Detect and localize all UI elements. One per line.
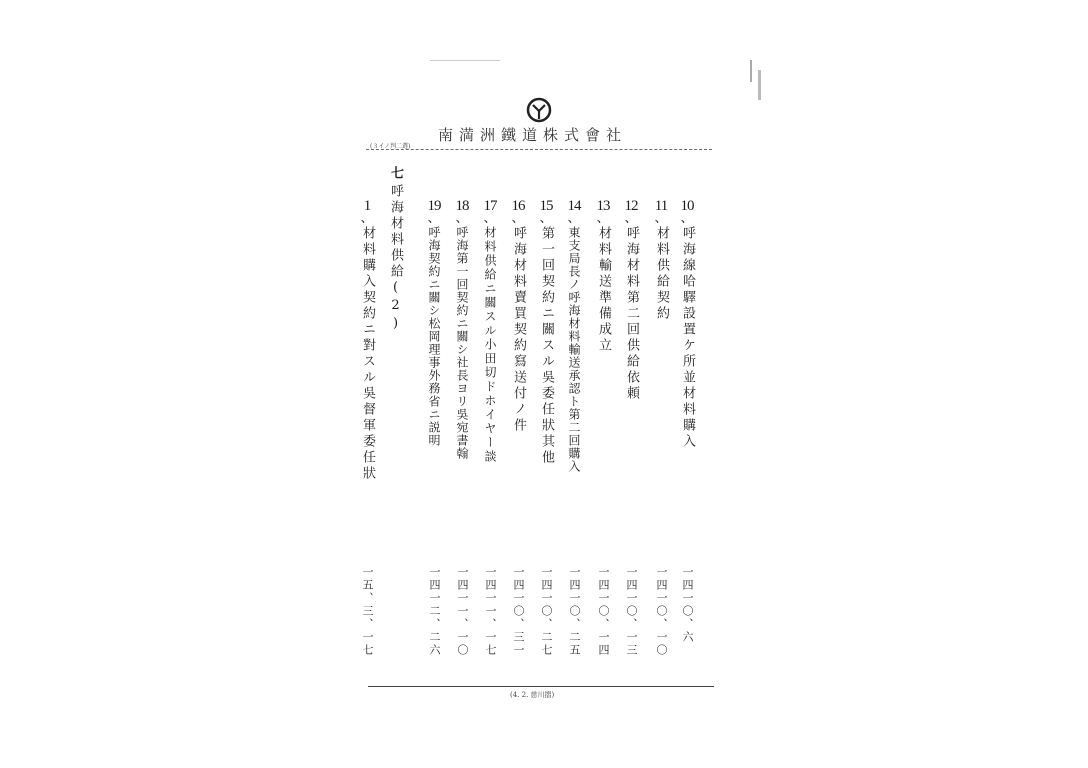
- entry-title: 材料購入契約ニ對スル吳督軍委任狀: [360, 226, 375, 482]
- entry-number: 12: [624, 198, 638, 214]
- entry-14: [563, 198, 585, 473]
- entry-title: 材料輸送準備成立: [596, 226, 611, 354]
- entry-title: 呼海契約ニ關シ松岡理事外務省ニ説明: [427, 226, 441, 447]
- page-ref-16: 一四一〇、三一: [512, 566, 525, 657]
- entry-comma: 、: [680, 211, 694, 226]
- page-ref-17: 一四一一、一七: [484, 566, 497, 657]
- entry-comma: 、: [596, 211, 610, 226]
- section-title: 呼海材料供給(2): [388, 184, 403, 334]
- entry-title: 呼海線哈驛設置ケ所並材料購入: [680, 226, 695, 450]
- section-prefix: 七: [388, 166, 403, 182]
- entry-title: 呼海材料第二回供給依頼: [624, 226, 639, 402]
- page-ref-19: 一四一二、二六: [428, 566, 441, 657]
- entry-title: 第一回契約ニ關スル吳委任狀其他: [539, 226, 554, 466]
- entry-number: 16: [511, 198, 525, 214]
- entry-comma: 、: [427, 211, 441, 226]
- entry-11: [650, 198, 672, 322]
- page-ref-11: 一四一〇、一〇: [655, 566, 668, 657]
- entry-title: 材料供給契約: [654, 226, 669, 322]
- page-ref-18: 一四一一、一〇: [456, 566, 469, 657]
- entry-17: [479, 198, 501, 464]
- entry-comma: 、: [624, 211, 638, 226]
- footer-rule: [368, 686, 714, 687]
- entry-number: 18: [455, 198, 469, 214]
- entry-12: [620, 198, 642, 402]
- page-ref-15: 一四一〇、二七: [540, 566, 553, 657]
- entry-number: 11: [654, 198, 668, 214]
- entry-comma: 、: [567, 211, 581, 226]
- entry-number: 13: [596, 198, 610, 214]
- entry-number: 10: [680, 198, 694, 214]
- scan-mark: [750, 60, 752, 82]
- page-ref-10: 一四一〇、六: [681, 566, 694, 644]
- header-rule: [366, 149, 712, 150]
- page-ref-1: 一五、三、一七: [361, 566, 374, 657]
- section-heading: [384, 166, 406, 334]
- entry-comma: 、: [511, 211, 525, 226]
- page-ref-14: 一四一〇、二五: [568, 566, 581, 657]
- entry-15: [535, 198, 557, 466]
- entry-16: [507, 198, 529, 434]
- company-name: 南満洲鐵道株式會社: [438, 126, 628, 144]
- entry-comma: 、: [654, 211, 668, 226]
- page-ref-12: 一四一〇、一三: [625, 566, 638, 657]
- footer-note: (4. 2. 慈川摺): [510, 691, 555, 699]
- entry-number: 14: [567, 198, 581, 214]
- entry-title: 材料供給ニ關スル小田切ドホイヤー談: [483, 226, 497, 464]
- entry-title: 呼海材料賣買契約寫送付ノ件: [511, 226, 526, 434]
- entry-18: [451, 198, 473, 460]
- entry-1: [356, 198, 378, 482]
- entry-number: 17: [483, 198, 497, 214]
- scan-mark: [430, 60, 500, 61]
- entry-comma: 、: [539, 211, 553, 226]
- entry-title: 呼海第一回契約ニ關シ社長ヨリ吳宛書翰: [455, 226, 469, 460]
- entry-comma: 、: [360, 211, 374, 226]
- scan-mark: [758, 70, 761, 100]
- entry-13: [592, 198, 614, 354]
- entry-number: 1: [363, 198, 371, 214]
- entry-number: 15: [539, 198, 553, 214]
- entry-comma: 、: [483, 211, 497, 226]
- entry-title: 東支局長ノ呼海材料輸送承認ト第二回購入: [567, 226, 581, 473]
- form-label: (３イノ判二選): [370, 143, 411, 150]
- entry-comma: 、: [455, 211, 469, 226]
- entry-number: 19: [427, 198, 441, 214]
- entry-19: [423, 198, 445, 447]
- entry-10: [676, 198, 698, 450]
- company-logo-icon: [526, 97, 552, 123]
- page-ref-13: 一四一〇、一四: [597, 566, 610, 657]
